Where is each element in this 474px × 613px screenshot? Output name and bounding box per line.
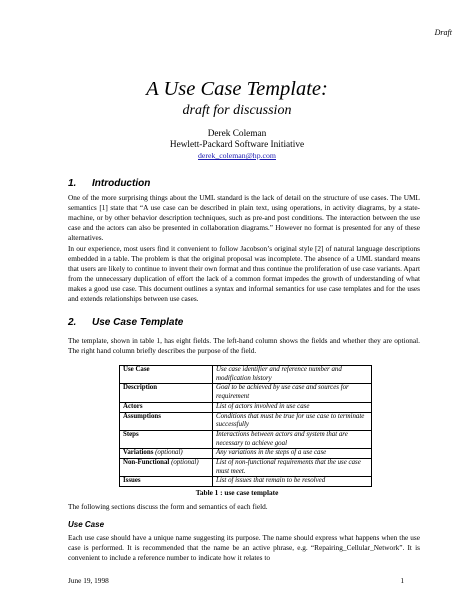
- optional-marker: (optional): [155, 449, 183, 457]
- table-field-cell: [120, 459, 213, 477]
- header-draft-label: Draft: [434, 28, 452, 37]
- document-subtitle: draft for discussion: [182, 103, 292, 118]
- field-name: Actors: [123, 402, 143, 410]
- section-2-title: Use Case Template: [92, 317, 184, 328]
- table-desc-cell: Interactions between actors and system that are necessary to achieve goal: [213, 430, 372, 448]
- author-name: Derek Coleman: [207, 129, 267, 139]
- author-email-link[interactable]: derek_coleman@hp.com: [198, 151, 276, 160]
- after-table-paragraph: The following sections discuss the form and semantics of each field.: [68, 502, 268, 511]
- table-row: [120, 366, 372, 384]
- table-row: [120, 459, 372, 477]
- field-name: Assumptions: [123, 412, 161, 420]
- section-2-number: 2.: [68, 317, 77, 328]
- table-caption: Table 1 : use case template: [195, 488, 279, 497]
- table-row: [120, 384, 372, 402]
- field-name: Non-Functional: [123, 459, 170, 467]
- section-1-title: Introduction: [92, 178, 151, 189]
- table-desc-cell: List of issues that remain to be resolved: [213, 477, 372, 487]
- use-case-template-table: [119, 365, 372, 487]
- table-desc-cell: Use case identifier and reference number and modification history: [213, 366, 372, 384]
- table-field-cell: [120, 449, 213, 459]
- table-field-cell: [120, 384, 213, 402]
- table-row: [120, 477, 372, 487]
- table-desc-cell: List of actors involved in use case: [213, 402, 372, 412]
- table-desc-cell: Goal to be achieved by use case and sources for requirement: [213, 384, 372, 402]
- use-case-paragraph: Each use case should have a unique name suggesting its purpose. The name should express what happens when the use case is performed. It is recommended that the name be an active phrase, e.g. “Repairing_Cellular_Network”. It is convenient to include a reference number to indicate how it relates to: [68, 533, 420, 562]
- document-title: A Use Case Template:: [146, 78, 328, 100]
- use-case-subheading: Use Case: [68, 520, 105, 529]
- field-name: Steps: [123, 430, 139, 438]
- table-field-cell: [120, 366, 213, 384]
- section-2-heading: [68, 317, 183, 329]
- table-row: [120, 402, 372, 412]
- table-desc-cell: List of non-functional requirements that the use case must meet.: [213, 459, 372, 477]
- table-field-cell: [120, 430, 213, 448]
- table-field-cell: [120, 477, 213, 487]
- field-name: Use Case: [123, 366, 150, 373]
- footer-page-number: 1: [400, 576, 404, 585]
- field-name: Description: [123, 384, 158, 392]
- author-affiliation: Hewlett-Packard Software Initiative: [169, 140, 305, 150]
- table-row: [120, 412, 372, 430]
- table-row: [120, 430, 372, 448]
- section-1-paragraph-2: In our experience, most users find it convenient to follow Jacobson’s original style [2] of natural language descriptions embedded in a table. The problem is that the original proposal was incomplete. The absence of a UML standard means that users are likely to continue to invent their own format and thus continue the proliferation of use case variants. Apart from the unnecessary duplication of effort the lack of a common format impedes the growth of understanding of what makes a good use case. This document outlines a syntax and informal semantics for use case templates and for the uses and extends relationships between use cases.: [68, 244, 420, 303]
- table-field-cell: [120, 412, 213, 430]
- optional-marker: (optional): [171, 459, 199, 467]
- section-1-number: 1.: [68, 178, 77, 189]
- table-row: [120, 449, 372, 459]
- section-2-paragraph-1: The template, shown in table 1, has eight fields. The left-hand column shows the fields and whether they are optional. The right hand column briefly describes the purpose of the field.: [68, 336, 420, 355]
- field-name: Issues: [123, 477, 141, 485]
- table-field-cell: [120, 402, 213, 412]
- section-1-paragraph-1: One of the more surprising things about the UML standard is the lack of detail on the structure of use cases. The UML semantics [1] state that “A use case can be described in plain text, using operations, in activity diagrams, by a state-machine, or by other behavior description techniques, such as pre-and post conditions. The interaction between the use case and the actors can also be presented in collaboration diagrams.” However no format is presented for any of these alternatives.: [68, 193, 420, 242]
- table-desc-cell: Conditions that must be true for use case to terminate successfully: [213, 412, 372, 430]
- table-desc-cell: Any variations in the steps of a use case: [213, 449, 372, 459]
- section-1-heading: [68, 178, 150, 190]
- field-name: Variations: [123, 449, 154, 457]
- footer-date: June 19, 1998: [68, 576, 109, 585]
